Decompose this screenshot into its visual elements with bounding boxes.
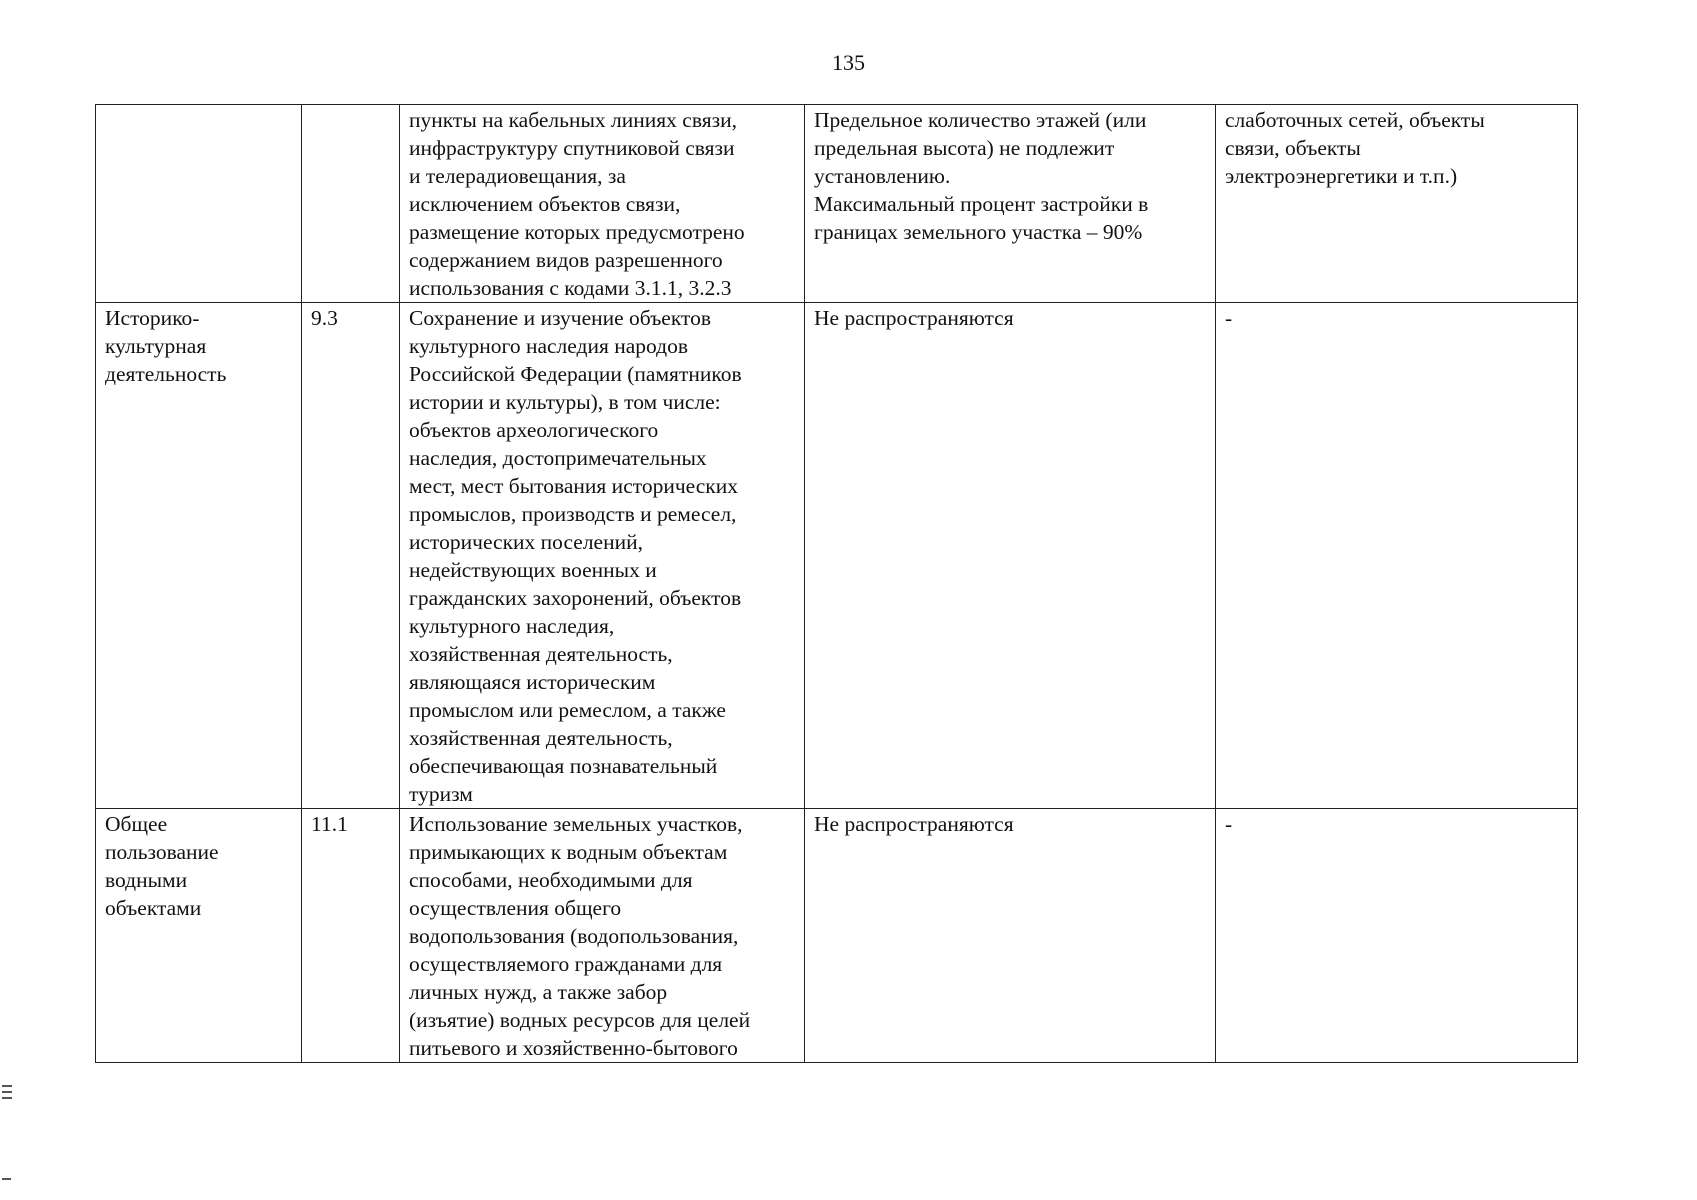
cell-description (400, 303, 805, 809)
text-line: осуществления общего (409, 896, 622, 920)
text-line: хозяйственная деятельность, (409, 726, 673, 750)
text-line: хозяйственная деятельность, (409, 642, 673, 666)
text-line: связи, объекты (1225, 136, 1361, 160)
text-line: установлению. (814, 164, 951, 188)
cell-restrictions (1216, 303, 1578, 809)
text-line: питьевого и хозяйственно-бытового (409, 1036, 738, 1060)
text-line: Предельное количество этажей (или (814, 108, 1147, 132)
text-line: границах земельного участка – 90% (814, 220, 1143, 244)
text-line: Не распространяются (814, 812, 1014, 836)
text-line: истории и культуры), в том числе: (409, 390, 721, 414)
text-line: - (1225, 812, 1233, 836)
land-use-table (95, 104, 1578, 1063)
text-line: объектов археологического (409, 418, 659, 442)
table-row (96, 105, 1578, 303)
text-line: промыслом или ремеслом, а также (409, 698, 726, 722)
text-line: - (1225, 306, 1233, 330)
text-line: промыслов, производств и ремесел, (409, 502, 737, 526)
text-line: использования с кодами 3.1.1, 3.2.3 (409, 276, 732, 300)
text-line: культурная (105, 334, 207, 358)
text-line: водопользования (водопользования, (409, 924, 739, 948)
cell-code: 9.3 (302, 303, 400, 809)
text-line: инфраструктуру спутниковой связи (409, 136, 735, 160)
scan-artifact (2, 1085, 12, 1087)
text-line: Общее (105, 812, 168, 836)
text-line: туризм (409, 782, 473, 806)
cell-name (96, 105, 302, 303)
text-line: мест, мест бытования исторических (409, 474, 738, 498)
text-line: пользование (105, 840, 219, 864)
text-line: исторических поселений, (409, 530, 643, 554)
text-line: размещение которых предусмотрено (409, 220, 745, 244)
cell-description (400, 809, 805, 1063)
text-line: являющаяся историческим (409, 670, 656, 694)
cell-name (96, 809, 302, 1063)
cell-description (400, 105, 805, 303)
text-line: гражданских захоронений, объектов (409, 586, 742, 610)
text-line: объектами (105, 896, 202, 920)
cell-code: 11.1 (302, 809, 400, 1063)
text-line: Российской Федерации (памятников (409, 362, 742, 386)
cell-name (96, 303, 302, 809)
text-line: личных нужд, а также забор (409, 980, 668, 1004)
text-line: культурного наследия народов (409, 334, 688, 358)
cell-code (302, 105, 400, 303)
text-line: способами, необходимыми для (409, 868, 693, 892)
cell-parameters (805, 303, 1216, 809)
text-line: примыкающих к водным объектам (409, 840, 728, 864)
text-line: и телерадиовещания, за (409, 164, 626, 188)
text-line: электроэнергетики и т.п.) (1225, 164, 1458, 188)
text-line: слаботочных сетей, объекты (1225, 108, 1485, 132)
text-line: культурного наследия, (409, 614, 615, 638)
text-line: наследия, достопримечательных (409, 446, 707, 470)
text-line: Сохранение и изучение объектов (409, 306, 712, 330)
cell-parameters (805, 105, 1216, 303)
text-line: Историко- (105, 306, 200, 330)
text-line: предельная высота) не подлежит (814, 136, 1115, 160)
text-line: осуществляемого гражданами для (409, 952, 723, 976)
text-line: (изъятие) водных ресурсов для целей (409, 1008, 751, 1032)
text-line: Использование земельных участков, (409, 812, 743, 836)
scan-artifact (2, 1178, 11, 1180)
scan-artifact (2, 1097, 12, 1099)
text-line: пункты на кабельных линиях связи, (409, 108, 737, 132)
text-line: деятельность (105, 362, 227, 386)
cell-restrictions (1216, 105, 1578, 303)
cell-parameters (805, 809, 1216, 1063)
text-line: недействующих военных и (409, 558, 657, 582)
text-line: водными (105, 868, 188, 892)
text-line: Максимальный процент застройки в (814, 192, 1149, 216)
page-number: 135 (832, 50, 865, 75)
scan-artifact (2, 1091, 12, 1093)
table-row (96, 303, 1578, 809)
text-line: Не распространяются (814, 306, 1014, 330)
cell-restrictions (1216, 809, 1578, 1063)
table-row (96, 809, 1578, 1063)
text-line: обеспечивающая познавательный (409, 754, 718, 778)
text-line: содержанием видов разрешенного (409, 248, 723, 272)
text-line: исключением объектов связи, (409, 192, 681, 216)
